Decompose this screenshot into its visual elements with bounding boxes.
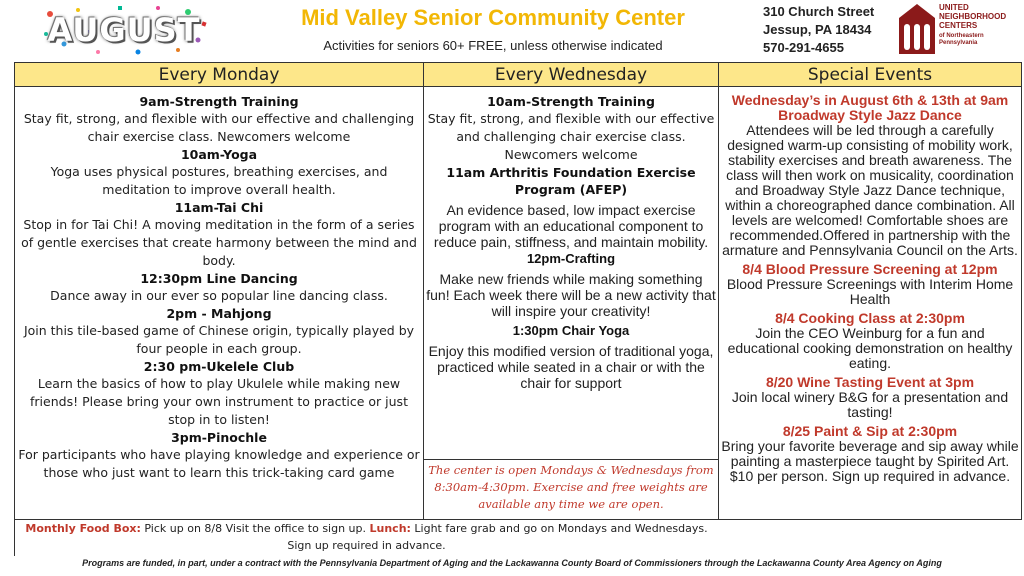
event-desc: Blood Pressure Screenings with Interim Home Health: [726, 276, 1014, 307]
activity-title: 2pm - Mahjong: [166, 306, 272, 321]
lunch-text: Light fare grab and go on Mondays and Wednesdays. Sign up required in advance.: [287, 522, 708, 552]
activity-item: [426, 322, 716, 391]
partner-line-2: NEIGHBORHOOD: [939, 12, 1007, 21]
funding-footer: Programs are funded, in part, under a contract with the Pennsylvania Department of Aging and the Lackawanna County Board of Commissioners through the Lackawanna County Area Agency on Aging: [82, 558, 942, 568]
event-item: [721, 311, 1019, 371]
event-item: [721, 262, 1019, 307]
activity-title: 1:30pm Chair Yoga: [512, 323, 630, 338]
event-item: [721, 93, 1019, 258]
activity-title: 12pm-Crafting: [526, 251, 616, 266]
activity-item: [17, 429, 421, 482]
activity-item: [426, 250, 716, 319]
activity-desc: Stay fit, strong, and flexible with our effective and challenging chair exercise class. Newcomers welcome: [427, 111, 715, 162]
special-events-list: [719, 87, 1021, 484]
activity-item: [17, 93, 421, 146]
event-title: Wednesday’s in August 6th & 13th at 9am Broadway Style Jazz Dance: [731, 92, 1009, 123]
activity-desc: Stay fit, strong, and flexible with our effective and challenging chair exercise class. Newcomers welcome: [23, 111, 415, 144]
activity-title: 10am-Strength Training: [487, 94, 655, 109]
special-events-header: Special Events: [719, 63, 1021, 87]
august-logo: [38, 4, 210, 56]
partner-line-1: UNITED: [939, 3, 969, 12]
event-title: 8/25 Paint & Sip at 2:30pm: [782, 423, 958, 439]
wednesday-list: [424, 87, 718, 391]
partner-line-3: CENTERS: [939, 21, 978, 30]
activity-desc: Enjoy this modified version of traditional yoga, practiced while seated in a chair or with the chair for support: [428, 343, 714, 391]
activity-item: [426, 164, 716, 250]
activity-item: [17, 199, 421, 270]
activity-item: [426, 93, 716, 164]
monday-list: [15, 87, 423, 482]
event-title: 8/4 Blood Pressure Screening at 12pm: [742, 261, 998, 277]
activity-item: [17, 305, 421, 358]
activity-item: [17, 146, 421, 199]
address-city: Jessup, PA 18434: [763, 22, 872, 37]
event-desc: Join the CEO Weinburg for a fun and educational cooking demonstration on healthy eating.: [727, 325, 1013, 371]
event-title: 8/20 Wine Tasting Event at 3pm: [765, 374, 975, 390]
activity-desc: For participants who have playing knowledge and experience or those who just want to learn this trick-taking card game: [18, 447, 420, 480]
activity-title: 11am-Tai Chi: [174, 200, 264, 215]
activity-desc: Stop in for Tai Chi! A moving meditation in the form of a series of gentle exercises that create harmony between the mind and body.: [21, 217, 417, 268]
activity-item: [17, 358, 421, 429]
food-box-lunch-note: [14, 520, 718, 556]
august-logo-text: AUGUST: [47, 11, 201, 49]
food-box-label: Monthly Food Box:: [25, 522, 141, 535]
special-events-column: [719, 63, 1021, 519]
activity-desc: Join this tile-based game of Chinese origin, typically played by four people in each group.: [23, 323, 415, 356]
address-block: [763, 3, 895, 57]
activity-desc: Yoga uses physical postures, breathing exercises, and meditation to improve overall health.: [50, 164, 388, 197]
food-box-text: Pick up on 8/8 Visit the office to sign up.: [140, 522, 370, 535]
monday-header: Every Monday: [15, 63, 423, 87]
activity-title: 9am-Strength Training: [139, 94, 299, 109]
event-desc: Attendees will be led through a carefully designed warm-up consisting of mobility work, stability exercises and breath awareness. The class will then work on musicality, coordination and Broadway Style Jazz Dance technique, within a choreographed dance combination. All levels are welcomed! Comfortable shoes are recommended.Offered in partnership with the armature and Pennsylvania Council on the Arts.: [722, 122, 1018, 258]
partner-sub-2: Pennsylvania: [939, 40, 978, 46]
event-item: [721, 375, 1019, 420]
activity-item: [17, 270, 421, 305]
page-subtitle: Activities for seniors 60+ FREE, unless otherwise indicated: [323, 38, 663, 53]
page-title: Mid Valley Senior Community Center: [301, 5, 685, 30]
activity-desc: Learn the basics of how to play Ukulele while making new friends! Please bring your own instrument to practice or just stop in to listen!: [30, 376, 408, 427]
activity-title: 3pm-Pinochle: [171, 430, 267, 445]
monday-column: [15, 63, 424, 519]
hours-note: The center is open Mondays & Wednesdays from 8:30am-4:30pm. Exercise and free weights are available any time we are open.: [424, 459, 718, 515]
partner-logo: [897, 2, 1021, 58]
activity-title: 10am-Yoga: [180, 147, 258, 162]
event-desc: Join local winery B&G for a presentation and tasting!: [731, 389, 1009, 420]
event-title: 8/4 Cooking Class at 2:30pm: [775, 310, 965, 326]
address-phone: 570-291-4655: [763, 40, 844, 55]
wednesday-column: [424, 63, 719, 519]
address-street: 310 Church Street: [763, 4, 875, 19]
activity-title: 12:30pm Line Dancing: [140, 271, 298, 286]
activity-title: 2:30 pm-Ukelele Club: [143, 359, 295, 374]
partner-sub-1: of Northeastern: [939, 33, 984, 39]
activity-desc: Make new friends while making something fun! Each week there will be a new activity that will inspire your creativity!: [426, 271, 716, 319]
event-desc: Bring your favorite beverage and sip away while painting a masterpiece taught by Spirited Art. $10 per person. Sign up required in advance.: [721, 438, 1019, 484]
schedule-table: [14, 62, 1022, 520]
activity-desc: Dance away in our ever so popular line dancing class.: [50, 288, 388, 303]
wednesday-header: Every Wednesday: [424, 63, 718, 87]
lunch-label: Lunch:: [369, 522, 411, 535]
activity-title: 11am Arthritis Foundation Exercise Program (AFEP): [446, 165, 696, 197]
partner-name: [939, 3, 1006, 30]
house-arches-icon: [897, 2, 937, 56]
partner-region: [939, 33, 984, 47]
event-item: [721, 424, 1019, 484]
activity-desc: An evidence based, low impact exercise program with an educational component to reduce pain, stiffness, and maintain mobility.: [433, 202, 709, 250]
